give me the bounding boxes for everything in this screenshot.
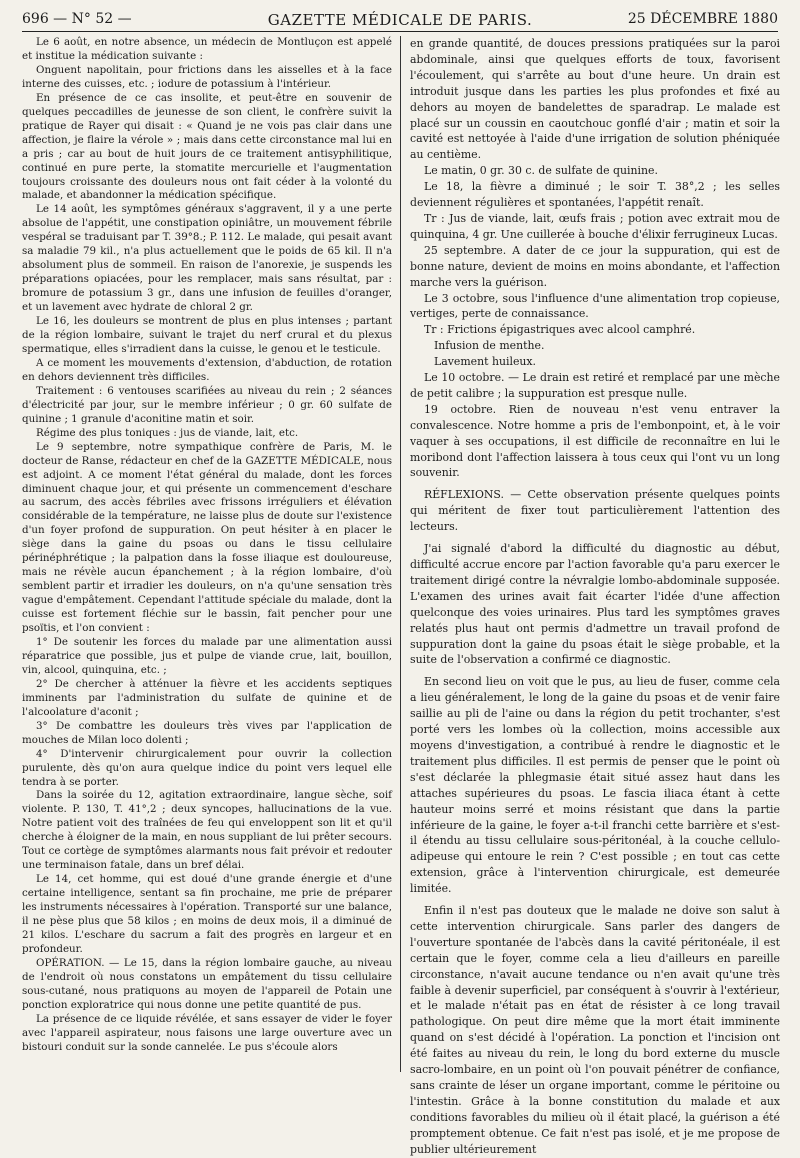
paragraph: Le 10 octobre. — Le drain est retiré et remplacé par une mèche de petit calibre ; la suppuration est presque nulle. — [410, 371, 780, 400]
paragraph: 4° D'intervenir chirurgicalement pour ouvrir la collection purulente, dès qu'on aura quelque indice du point vers lequel elle tendra à se porter. — [22, 747, 392, 788]
paragraph: La présence de ce liquide révélée, et sans essayer de vider le foyer avec l'appareil aspirateur, nous faisons une large ouverture avec un bistouri conduit sur la sonde cannelée. Le pus s'écoule alors — [22, 1012, 392, 1053]
paragraph: J'ai signalé d'abord la difficulté du diagnostic au début, difficulté accrue encore par l'action favorable qu'a paru exercer le traitement dirigé contre la névralgie lombo-abdominale supposée. L'examen des urines avait fait écarter l'idée d'une affection quelconque des voies urinaires. Plus tard les symptômes graves relatés plus haut ont permis d'admettre un travail profond de suppuration dont la gaine du psoas était le siège probable, et la suite de l'observation a confirmé ce diagnostic. — [410, 542, 780, 667]
page-number-issue: 696 — N° 52 — — [22, 11, 132, 27]
journal-title: GAZETTE MÉDICALE DE PARIS. — [267, 11, 533, 29]
page-header — [22, 11, 778, 32]
paragraph: Le 14, cet homme, qui est doué d'une grande énergie et d'une certaine intelligence, sentant sa fin prochaine, me prie de préparer les instruments nécessaires à l'opération. Transporté sur une balance, il ne pèse plus que 58 kilos ; en moins de deux mois, il a diminué de 21 kilos. L'eschare du sacrum a fait des progrès en largeur et en profondeur. — [22, 873, 392, 955]
column-divider — [400, 36, 401, 1072]
right-column — [410, 36, 780, 1156]
paragraph: RÉFLEXIONS. — Cette observation présente quelques points qui méritent de fixer tout particulièrement l'attention des lecteurs. — [410, 488, 780, 534]
paragraph: En présence de ce cas insolite, et peut-être en souvenir de quelques peccadilles de jeunesse de son client, le confrère suivit la pratique de Rayer qui disait : « Quand je ne vois pas clair dans une affection, je flaire la vérole » ; mais dans cette circonstance mal lui en a pris ; car au bout de huit jours de ce traitement antisyphilitique, continué en pure perte, la stomatite mercurielle et l'augmentation toujours croissante des douleurs nous ont fait céder à la volonté du malade, et abandonner la médication spécifique. — [22, 91, 392, 202]
paragraph: En second lieu on voit que le pus, au lieu de fuser, comme cela a lieu généralement, le long de la gaine du psoas et de venir faire saillie au pli de l'aine ou dans la région du petit trochanter, s'est porté vers les lombes où la collection, moins accessible aux moyens d'investigation, a contribué à rendre le diagnostic et le traitement plus difficiles. Il est permis de penser que le point où s'est déclarée la phlegmasie était situé assez haut dans les attaches supérieures du psoas. Le fascia iliaca étant à cette hauteur moins serré et moins résistant que dans la partie inférieure de la gaine, le foyer a-t-il franchi cette barrière et s'est-il étendu au tissu cellulaire sous-péritonéal, à la couche cellulo-adipeuse qui entoure le rein ? C'est possible ; en tout cas cette extension, grâce à l'intervention chirurgicale, est demeurée limitée. — [410, 675, 780, 896]
paragraph: en grande quantité, de douces pressions pratiquées sur la paroi abdominale, ainsi que quelques efforts de toux, favorisent l'écoulement, qui s'arrête au bout d'une heure. Un drain est introduit jusque dans les parties les plus profondes et fixé au dehors au moyen de bandelettes de sparadrap. Le malade est placé sur un coussin en caoutchouc gonflé d'air ; matin et soir la cavité est nettoyée à l'aide d'une irrigation de solution phéniquée au centième. — [410, 37, 780, 162]
paragraph: 25 septembre. A dater de ce jour la suppuration, qui est de bonne nature, devient de moins en moins abondante, et l'affection marche vers la guérison. — [410, 243, 780, 289]
paragraph: A ce moment les mouvements d'extension, d'abduction, de rotation en dehors deviennent très difficiles. — [22, 356, 392, 383]
paragraph: 3° De combattre les douleurs très vives par l'application de mouches de Milan loco dolenti ; — [22, 719, 392, 746]
paragraph: Le 3 octobre, sous l'influence d'une alimentation trop copieuse, vertiges, perte de connaissance. — [410, 291, 780, 321]
left-column — [22, 36, 392, 1072]
paragraph: Traitement : 6 ventouses scarifiées au niveau du rein ; 2 séances d'électricité par jour, sur le membre inférieur ; 0 gr. 60 sulfate de quinine ; 1 granule d'aconitine matin et soir. — [22, 384, 392, 425]
paragraph: 2° De chercher à atténuer la fièvre et les accidents septiques imminents par l'administration du sulfate de quinine et de l'alcoolature d'aconit ; — [22, 677, 392, 718]
issue-date: 25 DÉCEMBRE 1880 — [627, 11, 778, 27]
paragraph: Le matin, 0 gr. 30 c. de sulfate de quinine. — [424, 164, 658, 178]
paragraph: 19 octobre. Rien de nouveau n'est venu entraver la convalescence. Notre homme a pris de l'embonpoint, et, à le voir vaquer à ses occupations, il est difficile de reconnaître en lui le moribond dont l'affection laissera à tous ceux qui l'ont vu un long souvenir. — [410, 402, 780, 480]
paragraph: Enfin il n'est pas douteux que le malade ne doive son salut à cette intervention chirurgicale. Sans parler des dangers de l'ouverture spontanée de l'abcès dans la cavité péritonéale, il est certain que le foyer, comme cela a lieu d'ailleurs en pareille circonstance, n'avait aucune tendance ou n'en avait qu'une très faible à devenir superficiel, par conséquent à s'ouvrir à l'extérieur, et le malade n'était pas en état de résister à ce long travail pathologique. On peut dire même que la mort était imminente quand on s'est décidé à l'opération. La ponction et l'incision ont été faites au niveau du rein, le long du bord externe du muscle sacro-lombaire, en un point où l'on pouvait pénétrer de confiance, sans crainte de léser un organe important, comme le péritoine ou l'intestin. Grâce à la bonne constitution du malade et aux conditions favorables du milieu où il était placé, la guérison a été promptement obtenue. Ce fait n'est pas isolé, et je me propose de publier ultérieurement — [410, 904, 780, 1156]
paragraph: Lavement huileux. — [434, 355, 537, 369]
paragraph: Régime des plus toniques : jus de viande, lait, etc. — [36, 426, 299, 439]
paragraph: 1° De soutenir les forces du malade par une alimentation aussi réparatrice que possible, jus et pulpe de viande crue, lait, bouillon, vin, alcool, quinquina, etc. ; — [22, 635, 392, 676]
paragraph: OPÉRATION. — Le 15, dans la région lombaire gauche, au niveau de l'endroit où nous constatons un empâtement du tissu cellulaire sous-cutané, nous pratiquons au moyen de l'appareil de Potain une ponction exploratrice qui nous donne une petite quantité de pus. — [22, 956, 392, 1011]
paragraph: Infusion de menthe. — [434, 339, 545, 353]
paragraph: Le 6 août, en notre absence, un médecin de Montluçon est appelé et institue la médication suivante : — [22, 36, 392, 62]
paragraph: Le 9 septembre, notre sympathique confrère de Paris, M. le docteur de Ranse, rédacteur en chef de la GAZETTE MÉDICALE, nous est adjoint. A ce moment l'état général du malade, dont les forces diminuent chaque jour, et qui présente un commencement d'eschare au sacrum, des accès fébriles avec frissons irréguliers et élévation considérable de la température, ne laisse plus de doute sur l'existence d'un foyer profond de suppuration. On peut hésiter à en placer le siège dans la gaine du psoas ou dans le tissu cellulaire périnéphrétique ; la palpation dans la fosse iliaque est douloureuse, mais ne révèle aucun épanchement ; à la région lombaire, d'où semblent partir et irradier les douleurs, on n'a qu'une sensation très vague d'empâtement. Cependant l'attitude spéciale du malade, dont la cuisse est fortement fléchie sur le bassin, fait pencher pour une psoïtis, et l'on convient : — [22, 440, 392, 635]
paragraph: Le 18, la fièvre a diminué ; le soir T. 38°,2 ; les selles deviennent régulières et spontanées, l'appétit renaît. — [410, 180, 780, 210]
paragraph: Tr : Jus de viande, lait, œufs frais ; potion avec extrait mou de quinquina, 4 gr. Une cuillerée à bouche d'élixir ferrugineux Lucas. — [410, 211, 780, 241]
paragraph: Tr : Frictions épigastriques avec alcool camphré. — [424, 323, 696, 337]
paragraph: Dans la soirée du 12, agitation extraordinaire, langue sèche, soif violente. P. 130, T. 41°,2 ; deux syncopes, hallucinations de la vue. Notre patient voit des traînées de feu qui enveloppent son lit et qu'il cherche à éloigner de la main, en nous suppliant de lui prêter secours. Tout ce cortège de symptômes alarmants nous fait prévoir et redouter une terminaison fatale, dans un bref délai. — [22, 789, 392, 872]
paragraph: Le 14 août, les symptômes généraux s'aggravent, il y a une perte absolue de l'appétit, une constipation opiniâtre, un mouvement fébrile vespéral se traduisant par T. 39°8.; P. 112. Le malade, qui pesait avant sa maladie 79 kil., n'a plus actuellement que le poids de 65 kil. Il n'a absolument plus de sommeil. En raison de l'anorexie, je suspends les préparations opiacées, pour les remplacer, mais sans résultat, par : bromure de potassium 3 gr., dans une infusion de feuilles d'oranger, et un lavement avec hydrate de chloral 2 gr. — [22, 203, 392, 314]
paragraph: Onguent napolitain, pour frictions dans les aisselles et à la face interne des cuisses, etc. ; iodure de potassium à l'intérieur. — [22, 63, 392, 90]
paragraph: Le 16, les douleurs se montrent de plus en plus intenses ; partant de la région lombaire, suivant le trajet du nerf crural et du plexus spermatique, elles s'irradient dans la cuisse, le genou et le testicule. — [22, 315, 392, 355]
